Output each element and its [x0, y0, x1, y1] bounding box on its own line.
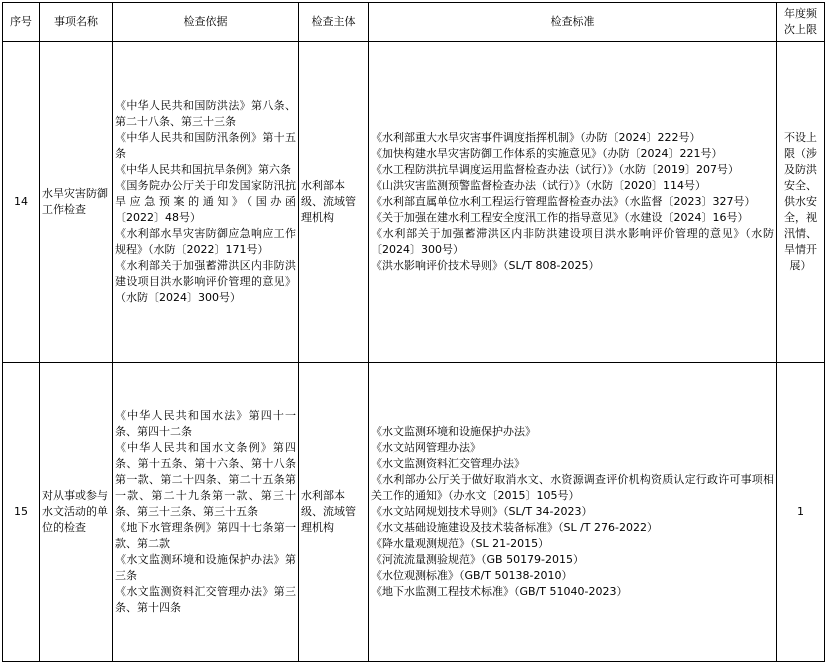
- basis-line: 《中华人民共和国水法》第四十一条、第四十二条: [115, 409, 296, 438]
- row-seq: 14: [3, 42, 40, 363]
- standard-line: 《水利部关于加强蓄滞洪区内非防洪建设项目洪水影响评价管理的意见》（水防〔2024〕300号）: [371, 227, 774, 256]
- basis-line: 《地下水管理条例》第四十七条第一款、第二款: [115, 521, 296, 550]
- basis-line: 《水文监测资料汇交管理办法》第三条、第十四条: [115, 585, 296, 614]
- basis-line: 《中华人民共和国防汛条例》第十五条: [115, 131, 296, 160]
- standard-line: 《水位观测标准》（GB/T 50138-2010）: [371, 569, 573, 582]
- row-standard: [369, 363, 777, 662]
- basis-line: 《国务院办公厅关于印发国家防汛抗旱应急预案的通知》（国办函〔2022〕48号）: [115, 179, 296, 224]
- standard-line: 《水文基础设施建设及技术装备标准》（SL /T 276-2022）: [371, 521, 658, 534]
- inspection-table: [2, 2, 825, 662]
- header-standard: 检查标准: [369, 3, 777, 42]
- basis-line: 《中华人民共和国防洪法》第八条、第二十八条、第三十三条: [115, 99, 296, 128]
- row-standard: [369, 42, 777, 363]
- header-row: [3, 3, 825, 42]
- standard-line: 《地下水监测工程技术标准》（GB/T 51040-2023）: [371, 585, 628, 598]
- row-item-name: 对从事或参与水文活动的单位的检查: [40, 363, 113, 662]
- basis-line: 《水文监测环境和设施保护办法》第三条: [115, 553, 296, 582]
- row-basis: [113, 363, 299, 662]
- row-seq: 15: [3, 363, 40, 662]
- row-basis: [113, 42, 299, 363]
- basis-line: 《中华人民共和国水文条例》第四条、第十五条、第十六条、第十八条第一款、第二十四条、第二十五条第一款、第二十九条第一款、第三十条、第三十三条、第三十五条: [115, 441, 296, 518]
- standard-line: 《河流流量测验规范》（GB 50179-2015）: [371, 553, 585, 566]
- row-item-name: 水旱灾害防御工作检查: [40, 42, 113, 363]
- row-frequency: 不设上限（涉及防洪安全、供水安全，视汛情、旱情开展）: [777, 42, 825, 363]
- basis-line: 《水利部水旱灾害防御应急响应工作规程》（水防〔2022〕171号）: [115, 227, 296, 256]
- standard-line: 《降水量观测规范》（SL 21-2015）: [371, 537, 550, 550]
- standard-line: 《关于加强在建水利工程安全度汛工作的指导意见》（水建设〔2024〕16号）: [371, 211, 749, 224]
- header-item-name: 事项名称: [40, 3, 113, 42]
- standard-line: 《水利部重大水旱灾害事件调度指挥机制》（办防〔2024〕222号）: [371, 131, 701, 144]
- basis-line: 《水利部关于加强蓄滞洪区内非防洪建设项目洪水影响评价管理的意见》（水防〔2024〕300号）: [115, 259, 296, 304]
- standard-line: 《水利部直属单位水利工程运行管理监督检查办法》（水监督〔2023〕327号）: [371, 195, 756, 208]
- standard-line: 《水利部办公厅关于做好取消水文、水资源调查评价机构资质认定行政许可事项相关工作的通知》（办水文〔2015〕105号）: [371, 473, 774, 502]
- basis-line: 《中华人民共和国抗旱条例》第六条: [115, 163, 291, 176]
- standard-line: 《水文监测环境和设施保护办法》: [371, 425, 536, 438]
- standard-line: 《加快构建水旱灾害防御工作体系的实施意见》（办防〔2024〕221号）: [371, 147, 723, 160]
- header-basis: 检查依据: [113, 3, 299, 42]
- standard-line: 《水工程防洪抗旱调度运用监督检查办法（试行）》（水防〔2019〕207号）: [371, 163, 739, 176]
- row-frequency: 1: [777, 363, 825, 662]
- table-row: [3, 363, 825, 662]
- header-seq: 序号: [3, 3, 40, 42]
- standard-line: 《洪水影响评价技术导则》（SL/T 808-2025）: [371, 259, 600, 272]
- header-subject: 检查主体: [299, 3, 369, 42]
- standard-line: 《水文监测资料汇交管理办法》: [371, 457, 525, 470]
- standard-line: 《水文站网规划技术导则》（SL/T 34-2023）: [371, 505, 593, 518]
- header-frequency: 年度频次上限: [777, 3, 825, 42]
- standard-line: 《水文站网管理办法》: [371, 441, 481, 454]
- row-subject: 水利部本级、流域管理机构: [299, 42, 369, 363]
- row-subject: 水利部本级、流域管理机构: [299, 363, 369, 662]
- standard-line: 《山洪灾害监测预警监督检查办法（试行）》（水防〔2020〕114号）: [371, 179, 706, 192]
- table-row: [3, 42, 825, 363]
